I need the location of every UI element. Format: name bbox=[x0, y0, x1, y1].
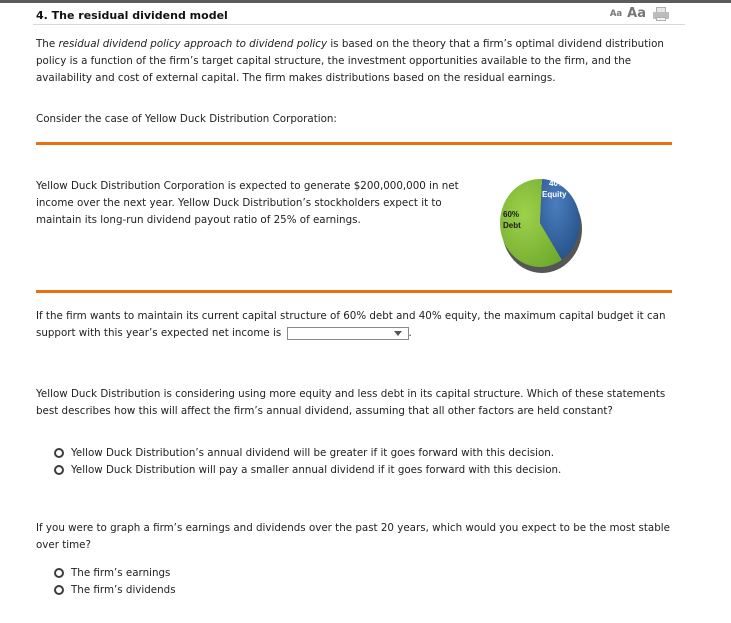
section-divider-top bbox=[36, 142, 672, 145]
section-divider-bottom bbox=[36, 290, 672, 293]
stability-option-dividends[interactable] bbox=[54, 584, 176, 596]
consider-text: Consider the case of Yellow Duck Distribution Corporation: bbox=[36, 113, 337, 125]
question-title: 4. The residual dividend model bbox=[36, 9, 228, 22]
radio-button[interactable] bbox=[54, 585, 64, 595]
option-label: Yellow Duck Distribution’s annual dividend will be greater if it goes forward with this decision. bbox=[71, 447, 555, 459]
debt-percent-label: 60% bbox=[503, 210, 520, 219]
question-stability: If you were to graph a firm’s earnings and dividends over the past 20 years, which would you expect to be the most stable over time? bbox=[36, 522, 670, 551]
equity-name-label: Equity bbox=[542, 190, 567, 199]
capital-budget-prompt: If the firm wants to maintain its current capital structure of 60% debt and 40% equity, the maximum capital budget it can support with this year’s expected net income is bbox=[36, 310, 666, 339]
capital-budget-trailing: . bbox=[408, 327, 412, 339]
radio-button[interactable] bbox=[54, 568, 64, 578]
chevron-down-icon bbox=[394, 331, 402, 336]
option-label: The firm’s dividends bbox=[71, 584, 176, 596]
title-divider bbox=[33, 24, 685, 25]
question-capital-budget bbox=[36, 308, 676, 342]
intro-paragraph bbox=[36, 36, 676, 87]
intro-text-end: is based on the theory that a firm’s optimal dividend distribution policy is a function of the firm’s target capital structure, the investment opportunities available to the firm, and the availability and cost of external capital. The firm makes distributions based on the residual earnings. bbox=[36, 38, 664, 84]
case-text: Yellow Duck Distribution Corporation is expected to generate $200,000,000 in net income over the next year. Yellow Duck Distribution’s stockholders expect it to maintain its long-run dividend payout ratio of 25% of earnings. bbox=[36, 180, 459, 226]
debt-name-label: Debt bbox=[503, 221, 521, 230]
top-border bbox=[0, 0, 731, 3]
intro-emphasis: residual dividend policy approach to dividend policy bbox=[58, 38, 328, 50]
printer-icon[interactable] bbox=[653, 7, 669, 21]
font-size-large-button[interactable]: Aa bbox=[627, 6, 646, 21]
radio-button[interactable] bbox=[54, 448, 64, 458]
intro-text-start: The bbox=[36, 38, 59, 50]
font-size-small-button[interactable]: Aa bbox=[609, 8, 623, 19]
option-label: The firm’s earnings bbox=[71, 567, 171, 579]
capital-budget-dropdown[interactable] bbox=[287, 327, 409, 340]
question-dividend-effect: Yellow Duck Distribution is considering using more equity and less debt in its capital structure. Which of these statements best describes how this will affect the firm’s annual dividend, assuming that all other factors are held constant? bbox=[36, 388, 666, 417]
stability-option-earnings[interactable] bbox=[54, 567, 170, 579]
equity-percent-label: 40% bbox=[549, 179, 566, 188]
capital-structure-pie-chart bbox=[497, 168, 587, 276]
dividend-effect-option-smaller[interactable] bbox=[54, 464, 561, 476]
dividend-effect-option-greater[interactable] bbox=[54, 447, 554, 459]
toolbar bbox=[610, 6, 669, 21]
option-label: Yellow Duck Distribution will pay a smaller annual dividend if it goes forward with this decision. bbox=[71, 464, 562, 476]
radio-button[interactable] bbox=[54, 465, 64, 475]
